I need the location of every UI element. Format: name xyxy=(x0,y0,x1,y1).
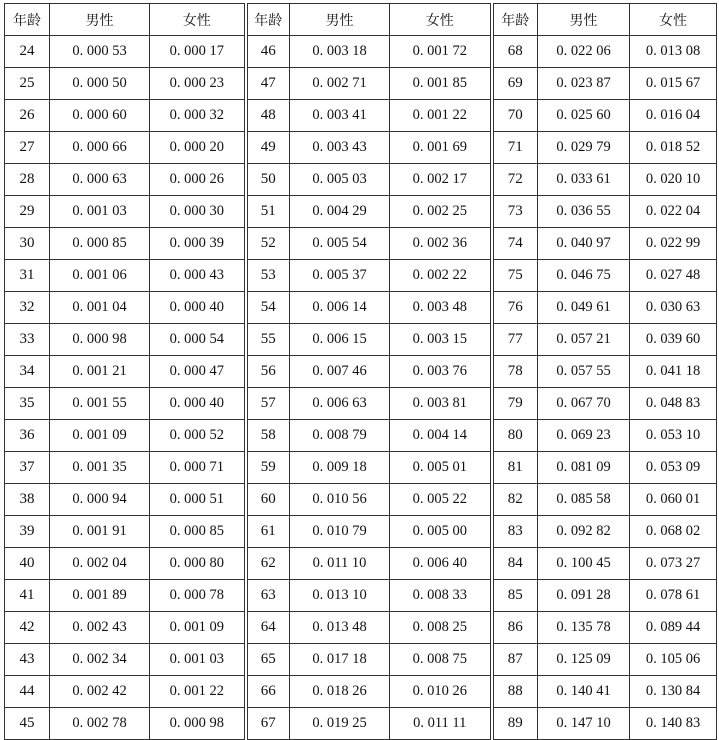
female-rate-cell: 0. 001 69 xyxy=(390,132,492,164)
age-cell: 53 xyxy=(246,260,290,292)
male-rate-cell: 0. 010 79 xyxy=(290,516,390,548)
female-rate-cell: 0. 030 63 xyxy=(630,292,717,324)
female-rate-cell: 0. 013 08 xyxy=(630,36,717,68)
table-row xyxy=(5,612,717,644)
age-cell: 42 xyxy=(5,612,50,644)
male-rate-cell: 0. 003 43 xyxy=(290,132,390,164)
table-row xyxy=(5,388,717,420)
female-rate-cell: 0. 000 54 xyxy=(150,324,246,356)
age-cell: 58 xyxy=(246,420,290,452)
age-cell: 77 xyxy=(492,324,538,356)
age-cell: 76 xyxy=(492,292,538,324)
age-cell: 36 xyxy=(5,420,50,452)
female-rate-cell: 0. 039 60 xyxy=(630,324,717,356)
female-rate-cell: 0. 140 83 xyxy=(630,708,717,740)
male-rate-cell: 0. 010 56 xyxy=(290,484,390,516)
age-cell: 25 xyxy=(5,68,50,100)
age-cell: 26 xyxy=(5,100,50,132)
table-row xyxy=(5,644,717,676)
male-rate-cell: 0. 001 04 xyxy=(50,292,150,324)
female-rate-cell: 0. 000 78 xyxy=(150,580,246,612)
age-cell: 33 xyxy=(5,324,50,356)
female-rate-cell: 0. 041 18 xyxy=(630,356,717,388)
age-cell: 28 xyxy=(5,164,50,196)
male-rate-cell: 0. 005 37 xyxy=(290,260,390,292)
female-rate-cell: 0. 008 33 xyxy=(390,580,492,612)
male-rate-cell: 0. 002 04 xyxy=(50,548,150,580)
age-cell: 59 xyxy=(246,452,290,484)
header-female: 女性 xyxy=(630,4,717,36)
female-rate-cell: 0. 022 99 xyxy=(630,228,717,260)
female-rate-cell: 0. 005 00 xyxy=(390,516,492,548)
male-rate-cell: 0. 125 09 xyxy=(538,644,630,676)
table-row xyxy=(5,548,717,580)
male-rate-cell: 0. 049 61 xyxy=(538,292,630,324)
male-rate-cell: 0. 001 03 xyxy=(50,196,150,228)
female-rate-cell: 0. 000 71 xyxy=(150,452,246,484)
female-rate-cell: 0. 000 52 xyxy=(150,420,246,452)
male-rate-cell: 0. 069 23 xyxy=(538,420,630,452)
male-rate-cell: 0. 019 25 xyxy=(290,708,390,740)
female-rate-cell: 0. 010 26 xyxy=(390,676,492,708)
age-cell: 70 xyxy=(492,100,538,132)
age-cell: 57 xyxy=(246,388,290,420)
male-rate-cell: 0. 006 14 xyxy=(290,292,390,324)
male-rate-cell: 0. 046 75 xyxy=(538,260,630,292)
male-rate-cell: 0. 081 09 xyxy=(538,452,630,484)
male-rate-cell: 0. 004 29 xyxy=(290,196,390,228)
female-rate-cell: 0. 002 25 xyxy=(390,196,492,228)
age-cell: 79 xyxy=(492,388,538,420)
header-male: 男性 xyxy=(50,4,150,36)
female-rate-cell: 0. 000 32 xyxy=(150,100,246,132)
male-rate-cell: 0. 033 61 xyxy=(538,164,630,196)
female-rate-cell: 0. 027 48 xyxy=(630,260,717,292)
female-rate-cell: 0. 018 52 xyxy=(630,132,717,164)
male-rate-cell: 0. 000 94 xyxy=(50,484,150,516)
female-rate-cell: 0. 002 22 xyxy=(390,260,492,292)
male-rate-cell: 0. 040 97 xyxy=(538,228,630,260)
age-cell: 39 xyxy=(5,516,50,548)
header-age: 年龄 xyxy=(5,4,50,36)
age-cell: 64 xyxy=(246,612,290,644)
header-age: 年龄 xyxy=(246,4,290,36)
female-rate-cell: 0. 089 44 xyxy=(630,612,717,644)
age-cell: 41 xyxy=(5,580,50,612)
age-cell: 83 xyxy=(492,516,538,548)
male-rate-cell: 0. 140 41 xyxy=(538,676,630,708)
male-rate-cell: 0. 017 18 xyxy=(290,644,390,676)
male-rate-cell: 0. 007 46 xyxy=(290,356,390,388)
table-row xyxy=(5,164,717,196)
age-cell: 89 xyxy=(492,708,538,740)
male-rate-cell: 0. 001 21 xyxy=(50,356,150,388)
male-rate-cell: 0. 013 48 xyxy=(290,612,390,644)
age-cell: 31 xyxy=(5,260,50,292)
table-body xyxy=(5,36,717,740)
age-cell: 69 xyxy=(492,68,538,100)
male-rate-cell: 0. 003 18 xyxy=(290,36,390,68)
header-male: 男性 xyxy=(538,4,630,36)
table-row xyxy=(5,292,717,324)
age-cell: 44 xyxy=(5,676,50,708)
male-rate-cell: 0. 005 54 xyxy=(290,228,390,260)
female-rate-cell: 0. 002 36 xyxy=(390,228,492,260)
male-rate-cell: 0. 000 98 xyxy=(50,324,150,356)
female-rate-cell: 0. 001 85 xyxy=(390,68,492,100)
female-rate-cell: 0. 005 22 xyxy=(390,484,492,516)
mortality-rate-table xyxy=(4,3,717,740)
male-rate-cell: 0. 067 70 xyxy=(538,388,630,420)
table-row xyxy=(5,36,717,68)
male-rate-cell: 0. 036 55 xyxy=(538,196,630,228)
age-cell: 84 xyxy=(492,548,538,580)
female-rate-cell: 0. 000 98 xyxy=(150,708,246,740)
female-rate-cell: 0. 130 84 xyxy=(630,676,717,708)
age-cell: 87 xyxy=(492,644,538,676)
female-rate-cell: 0. 053 10 xyxy=(630,420,717,452)
male-rate-cell: 0. 025 60 xyxy=(538,100,630,132)
male-rate-cell: 0. 001 09 xyxy=(50,420,150,452)
male-rate-cell: 0. 147 10 xyxy=(538,708,630,740)
table-row xyxy=(5,196,717,228)
table-row xyxy=(5,68,717,100)
male-rate-cell: 0. 008 79 xyxy=(290,420,390,452)
age-cell: 47 xyxy=(246,68,290,100)
female-rate-cell: 0. 078 61 xyxy=(630,580,717,612)
male-rate-cell: 0. 011 10 xyxy=(290,548,390,580)
female-rate-cell: 0. 011 11 xyxy=(390,708,492,740)
table-row xyxy=(5,452,717,484)
male-rate-cell: 0. 018 26 xyxy=(290,676,390,708)
age-cell: 82 xyxy=(492,484,538,516)
male-rate-cell: 0. 057 21 xyxy=(538,324,630,356)
male-rate-cell: 0. 005 03 xyxy=(290,164,390,196)
header-female: 女性 xyxy=(390,4,492,36)
age-cell: 74 xyxy=(492,228,538,260)
male-rate-cell: 0. 092 82 xyxy=(538,516,630,548)
male-rate-cell: 0. 001 89 xyxy=(50,580,150,612)
male-rate-cell: 0. 085 58 xyxy=(538,484,630,516)
table-row xyxy=(5,484,717,516)
female-rate-cell: 0. 001 22 xyxy=(150,676,246,708)
female-rate-cell: 0. 004 14 xyxy=(390,420,492,452)
female-rate-cell: 0. 002 17 xyxy=(390,164,492,196)
female-rate-cell: 0. 000 51 xyxy=(150,484,246,516)
female-rate-cell: 0. 001 22 xyxy=(390,100,492,132)
male-rate-cell: 0. 002 42 xyxy=(50,676,150,708)
age-cell: 34 xyxy=(5,356,50,388)
age-cell: 66 xyxy=(246,676,290,708)
female-rate-cell: 0. 020 10 xyxy=(630,164,717,196)
male-rate-cell: 0. 000 63 xyxy=(50,164,150,196)
age-cell: 81 xyxy=(492,452,538,484)
female-rate-cell: 0. 000 23 xyxy=(150,68,246,100)
male-rate-cell: 0. 000 85 xyxy=(50,228,150,260)
age-cell: 73 xyxy=(492,196,538,228)
female-rate-cell: 0. 001 09 xyxy=(150,612,246,644)
age-cell: 30 xyxy=(5,228,50,260)
male-rate-cell: 0. 013 10 xyxy=(290,580,390,612)
female-rate-cell: 0. 000 40 xyxy=(150,292,246,324)
male-rate-cell: 0. 091 28 xyxy=(538,580,630,612)
male-rate-cell: 0. 022 06 xyxy=(538,36,630,68)
male-rate-cell: 0. 100 45 xyxy=(538,548,630,580)
age-cell: 32 xyxy=(5,292,50,324)
male-rate-cell: 0. 057 55 xyxy=(538,356,630,388)
age-cell: 80 xyxy=(492,420,538,452)
female-rate-cell: 0. 000 85 xyxy=(150,516,246,548)
age-cell: 72 xyxy=(492,164,538,196)
age-cell: 50 xyxy=(246,164,290,196)
female-rate-cell: 0. 068 02 xyxy=(630,516,717,548)
age-cell: 35 xyxy=(5,388,50,420)
age-cell: 51 xyxy=(246,196,290,228)
age-cell: 61 xyxy=(246,516,290,548)
female-rate-cell: 0. 003 15 xyxy=(390,324,492,356)
female-rate-cell: 0. 000 20 xyxy=(150,132,246,164)
male-rate-cell: 0. 029 79 xyxy=(538,132,630,164)
female-rate-cell: 0. 000 80 xyxy=(150,548,246,580)
age-cell: 68 xyxy=(492,36,538,68)
table-row xyxy=(5,132,717,164)
age-cell: 63 xyxy=(246,580,290,612)
age-cell: 86 xyxy=(492,612,538,644)
female-rate-cell: 0. 001 72 xyxy=(390,36,492,68)
age-cell: 67 xyxy=(246,708,290,740)
table-row xyxy=(5,356,717,388)
table-row xyxy=(5,676,717,708)
table-row xyxy=(5,228,717,260)
male-rate-cell: 0. 009 18 xyxy=(290,452,390,484)
age-cell: 45 xyxy=(5,708,50,740)
age-cell: 24 xyxy=(5,36,50,68)
female-rate-cell: 0. 015 67 xyxy=(630,68,717,100)
age-cell: 29 xyxy=(5,196,50,228)
female-rate-cell: 0. 053 09 xyxy=(630,452,717,484)
female-rate-cell: 0. 000 39 xyxy=(150,228,246,260)
age-cell: 40 xyxy=(5,548,50,580)
female-rate-cell: 0. 000 17 xyxy=(150,36,246,68)
male-rate-cell: 0. 023 87 xyxy=(538,68,630,100)
female-rate-cell: 0. 003 48 xyxy=(390,292,492,324)
table-row xyxy=(5,580,717,612)
male-rate-cell: 0. 001 35 xyxy=(50,452,150,484)
female-rate-cell: 0. 008 75 xyxy=(390,644,492,676)
table-row xyxy=(5,516,717,548)
female-rate-cell: 0. 000 40 xyxy=(150,388,246,420)
female-rate-cell: 0. 005 01 xyxy=(390,452,492,484)
male-rate-cell: 0. 002 43 xyxy=(50,612,150,644)
male-rate-cell: 0. 006 15 xyxy=(290,324,390,356)
age-cell: 52 xyxy=(246,228,290,260)
male-rate-cell: 0. 001 06 xyxy=(50,260,150,292)
male-rate-cell: 0. 000 50 xyxy=(50,68,150,100)
female-rate-cell: 0. 000 43 xyxy=(150,260,246,292)
female-rate-cell: 0. 003 81 xyxy=(390,388,492,420)
age-cell: 37 xyxy=(5,452,50,484)
table-row xyxy=(5,420,717,452)
age-cell: 75 xyxy=(492,260,538,292)
header-age: 年龄 xyxy=(492,4,538,36)
age-cell: 56 xyxy=(246,356,290,388)
age-cell: 62 xyxy=(246,548,290,580)
male-rate-cell: 0. 000 60 xyxy=(50,100,150,132)
age-cell: 65 xyxy=(246,644,290,676)
female-rate-cell: 0. 000 26 xyxy=(150,164,246,196)
male-rate-cell: 0. 001 91 xyxy=(50,516,150,548)
male-rate-cell: 0. 135 78 xyxy=(538,612,630,644)
female-rate-cell: 0. 073 27 xyxy=(630,548,717,580)
age-cell: 71 xyxy=(492,132,538,164)
female-rate-cell: 0. 003 76 xyxy=(390,356,492,388)
table-row xyxy=(5,100,717,132)
age-cell: 60 xyxy=(246,484,290,516)
male-rate-cell: 0. 000 53 xyxy=(50,36,150,68)
age-cell: 27 xyxy=(5,132,50,164)
age-cell: 88 xyxy=(492,676,538,708)
female-rate-cell: 0. 060 01 xyxy=(630,484,717,516)
age-cell: 48 xyxy=(246,100,290,132)
header-female: 女性 xyxy=(150,4,246,36)
age-cell: 55 xyxy=(246,324,290,356)
age-cell: 54 xyxy=(246,292,290,324)
age-cell: 38 xyxy=(5,484,50,516)
male-rate-cell: 0. 001 55 xyxy=(50,388,150,420)
female-rate-cell: 0. 105 06 xyxy=(630,644,717,676)
table-row xyxy=(5,324,717,356)
female-rate-cell: 0. 000 30 xyxy=(150,196,246,228)
table-row xyxy=(5,260,717,292)
male-rate-cell: 0. 006 63 xyxy=(290,388,390,420)
female-rate-cell: 0. 001 03 xyxy=(150,644,246,676)
age-cell: 46 xyxy=(246,36,290,68)
female-rate-cell: 0. 008 25 xyxy=(390,612,492,644)
male-rate-cell: 0. 002 78 xyxy=(50,708,150,740)
age-cell: 49 xyxy=(246,132,290,164)
header-row xyxy=(5,4,717,36)
female-rate-cell: 0. 006 40 xyxy=(390,548,492,580)
male-rate-cell: 0. 000 66 xyxy=(50,132,150,164)
age-cell: 43 xyxy=(5,644,50,676)
male-rate-cell: 0. 002 71 xyxy=(290,68,390,100)
male-rate-cell: 0. 003 41 xyxy=(290,100,390,132)
female-rate-cell: 0. 016 04 xyxy=(630,100,717,132)
header-male: 男性 xyxy=(290,4,390,36)
male-rate-cell: 0. 002 34 xyxy=(50,644,150,676)
age-cell: 85 xyxy=(492,580,538,612)
age-cell: 78 xyxy=(492,356,538,388)
female-rate-cell: 0. 048 83 xyxy=(630,388,717,420)
female-rate-cell: 0. 022 04 xyxy=(630,196,717,228)
female-rate-cell: 0. 000 47 xyxy=(150,356,246,388)
